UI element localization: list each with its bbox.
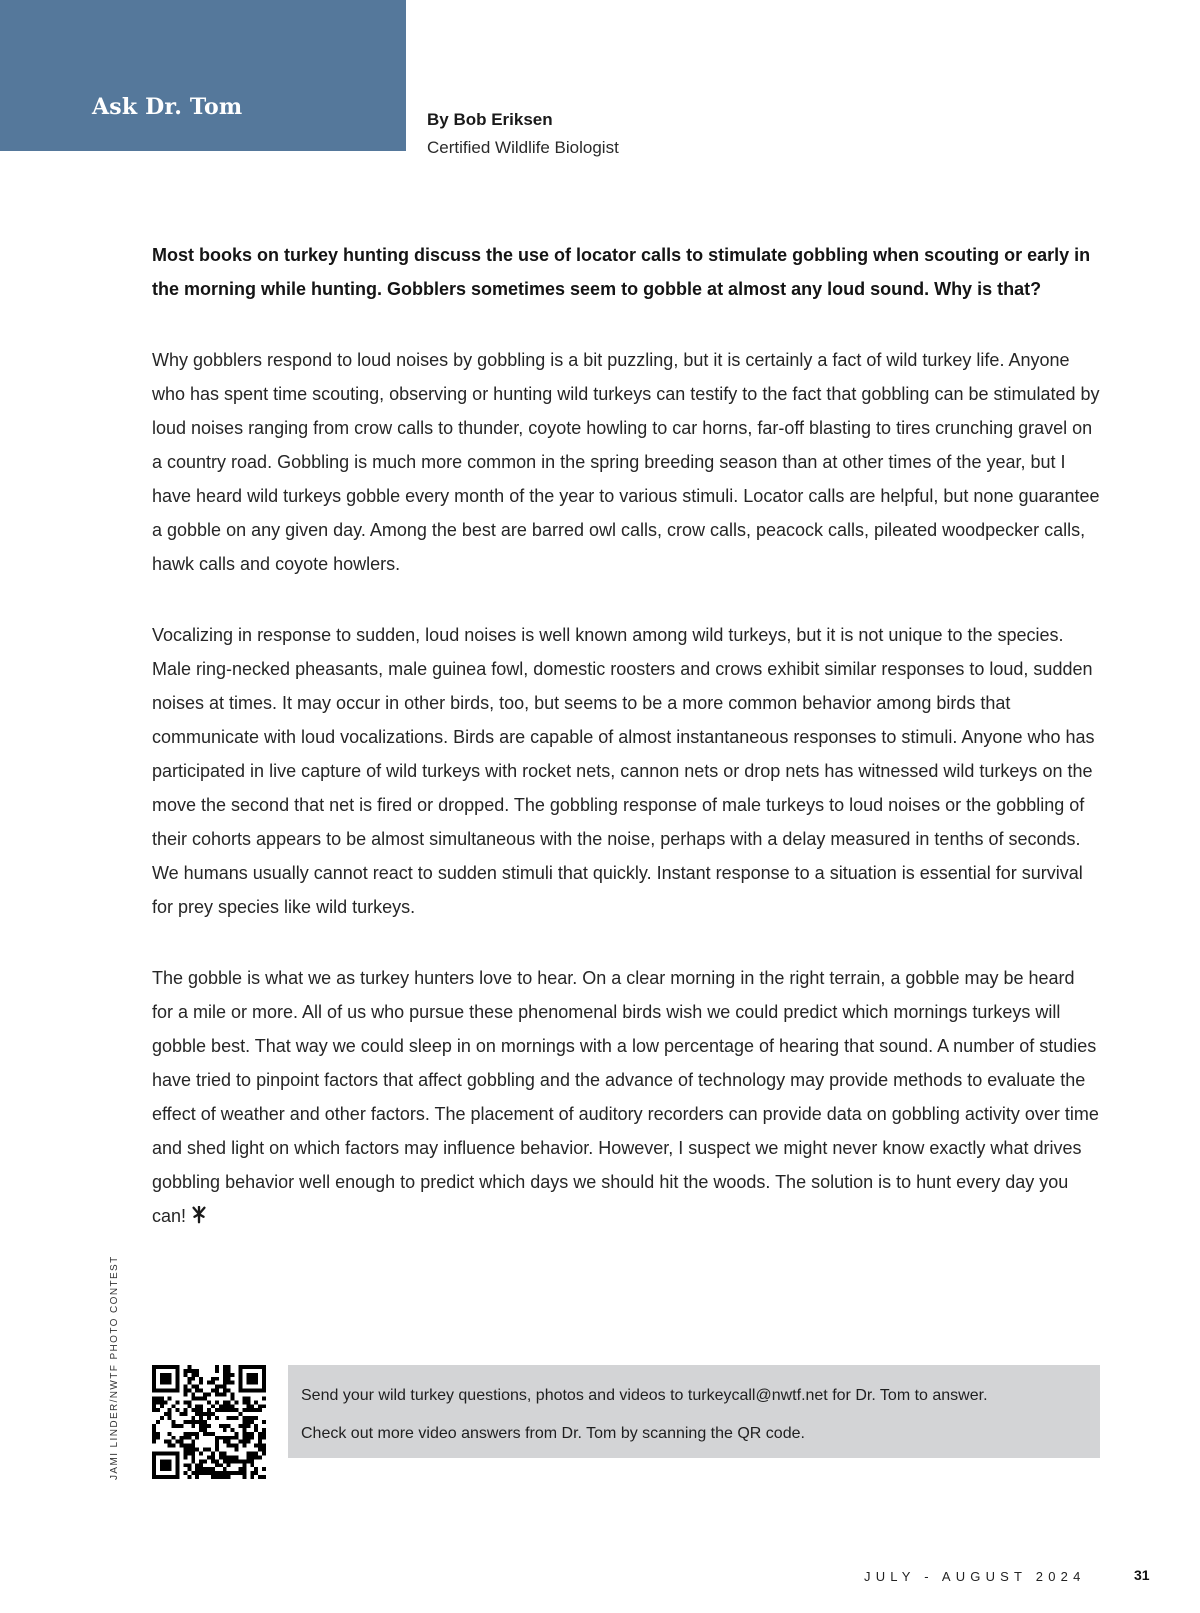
qr-code[interactable] <box>152 1365 266 1479</box>
reader-question: Most books on turkey hunting discuss the use of locator calls to stimulate gobbling when scouting or early in the morning while hunting. Gobblers sometimes seem to gobble at almost any loud sound. Why is that? <box>152 245 1091 299</box>
issue-date: JULY - AUGUST 2024 <box>864 1569 1086 1584</box>
author-title: Certified Wildlife Biologist <box>427 138 619 157</box>
column-title: Ask Dr. Tom <box>92 94 243 120</box>
qr-code-image <box>152 1365 266 1479</box>
answer-paragraph-2: Vocalizing in response to sudden, loud noises is well known among wild turkeys, but it is not unique to the species. Male ring-necked pheasants, male guinea fowl, domestic roosters and crows exhibit similar responses to loud, sudden noises at times. It may occur in other birds, too, but seems to be a more common behavior among birds that communicate with loud vocalizations. Birds are capable of almost instantaneous responses to stimuli. Anyone who has participated in live capture of wild turkeys with rocket nets, cannon nets or drop nets has witnessed wild turkeys on the move the second that net is fired or dropped. The gobbling response of male turkeys to loud noises or the gobbling of their cohorts appears to be almost simultaneous with the noise, perhaps with a delay measured in tenths of seconds. We humans usually cannot react to sudden stimuli that quickly. Instant response to a situation is essential for survival for prey species like wild turkeys. <box>152 625 1095 917</box>
byline <box>427 106 619 162</box>
callout-line-2: Check out more video answers from Dr. Tom by scanning the QR code. <box>301 1425 805 1442</box>
callout-box <box>288 1365 1100 1458</box>
answer-paragraph-1: Why gobblers respond to loud noises by gobbling is a bit puzzling, but it is certainly a fact of wild turkey life. Anyone who has spent time scouting, observing or hunting wild turkeys can testify to the fact that gobbling can be stimulated by loud noises ranging from crow calls to thunder, coyote howling to car horns, far-off blasting to tires crunching gravel on a country road. Gobbling is much more common in the spring breeding season than at other times of the year, but I have heard wild turkeys gobble every month of the year to various stimuli. Locator calls are helpful, but none guarantee a gobble on any given day. Among the best are barred owl calls, crow calls, peacock calls, pileated woodpecker calls, hawk calls and coyote howlers. <box>152 350 1100 574</box>
turkey-track-icon <box>190 1206 208 1224</box>
answer <box>152 343 1100 1233</box>
photo-credit: JAMI LINDER/NWTF PHOTO CONTEST <box>109 1255 120 1480</box>
answer-paragraph-3: The gobble is what we as turkey hunters love to hear. On a clear morning in the right terrain, a gobble may be heard for a mile or more. All of us who pursue these phenomenal birds wish we could predict which mornings turkeys will gobble best. That way we could sleep in on mornings with a low percentage of hearing that sound. A number of studies have tried to pinpoint factors that affect gobbling and the advance of technology may provide methods to evaluate the effect of weather and other factors. The placement of auditory recorders can provide data on gobbling activity over time and shed light on which factors may influence behavior. However, I suspect we might never know exactly what drives gobbling behavior well enough to predict which days we should hit the woods. The solution is to hunt every day you can! <box>152 968 1099 1226</box>
callout-line-1: Send your wild turkey questions, photos and videos to turkeycall@nwtf.net for Dr. Tom to answer. <box>301 1387 988 1404</box>
page-number: 31 <box>1134 1567 1150 1583</box>
author-name: By Bob Eriksen <box>427 110 553 129</box>
article-body <box>152 238 1100 1270</box>
column-header-block <box>0 0 406 151</box>
